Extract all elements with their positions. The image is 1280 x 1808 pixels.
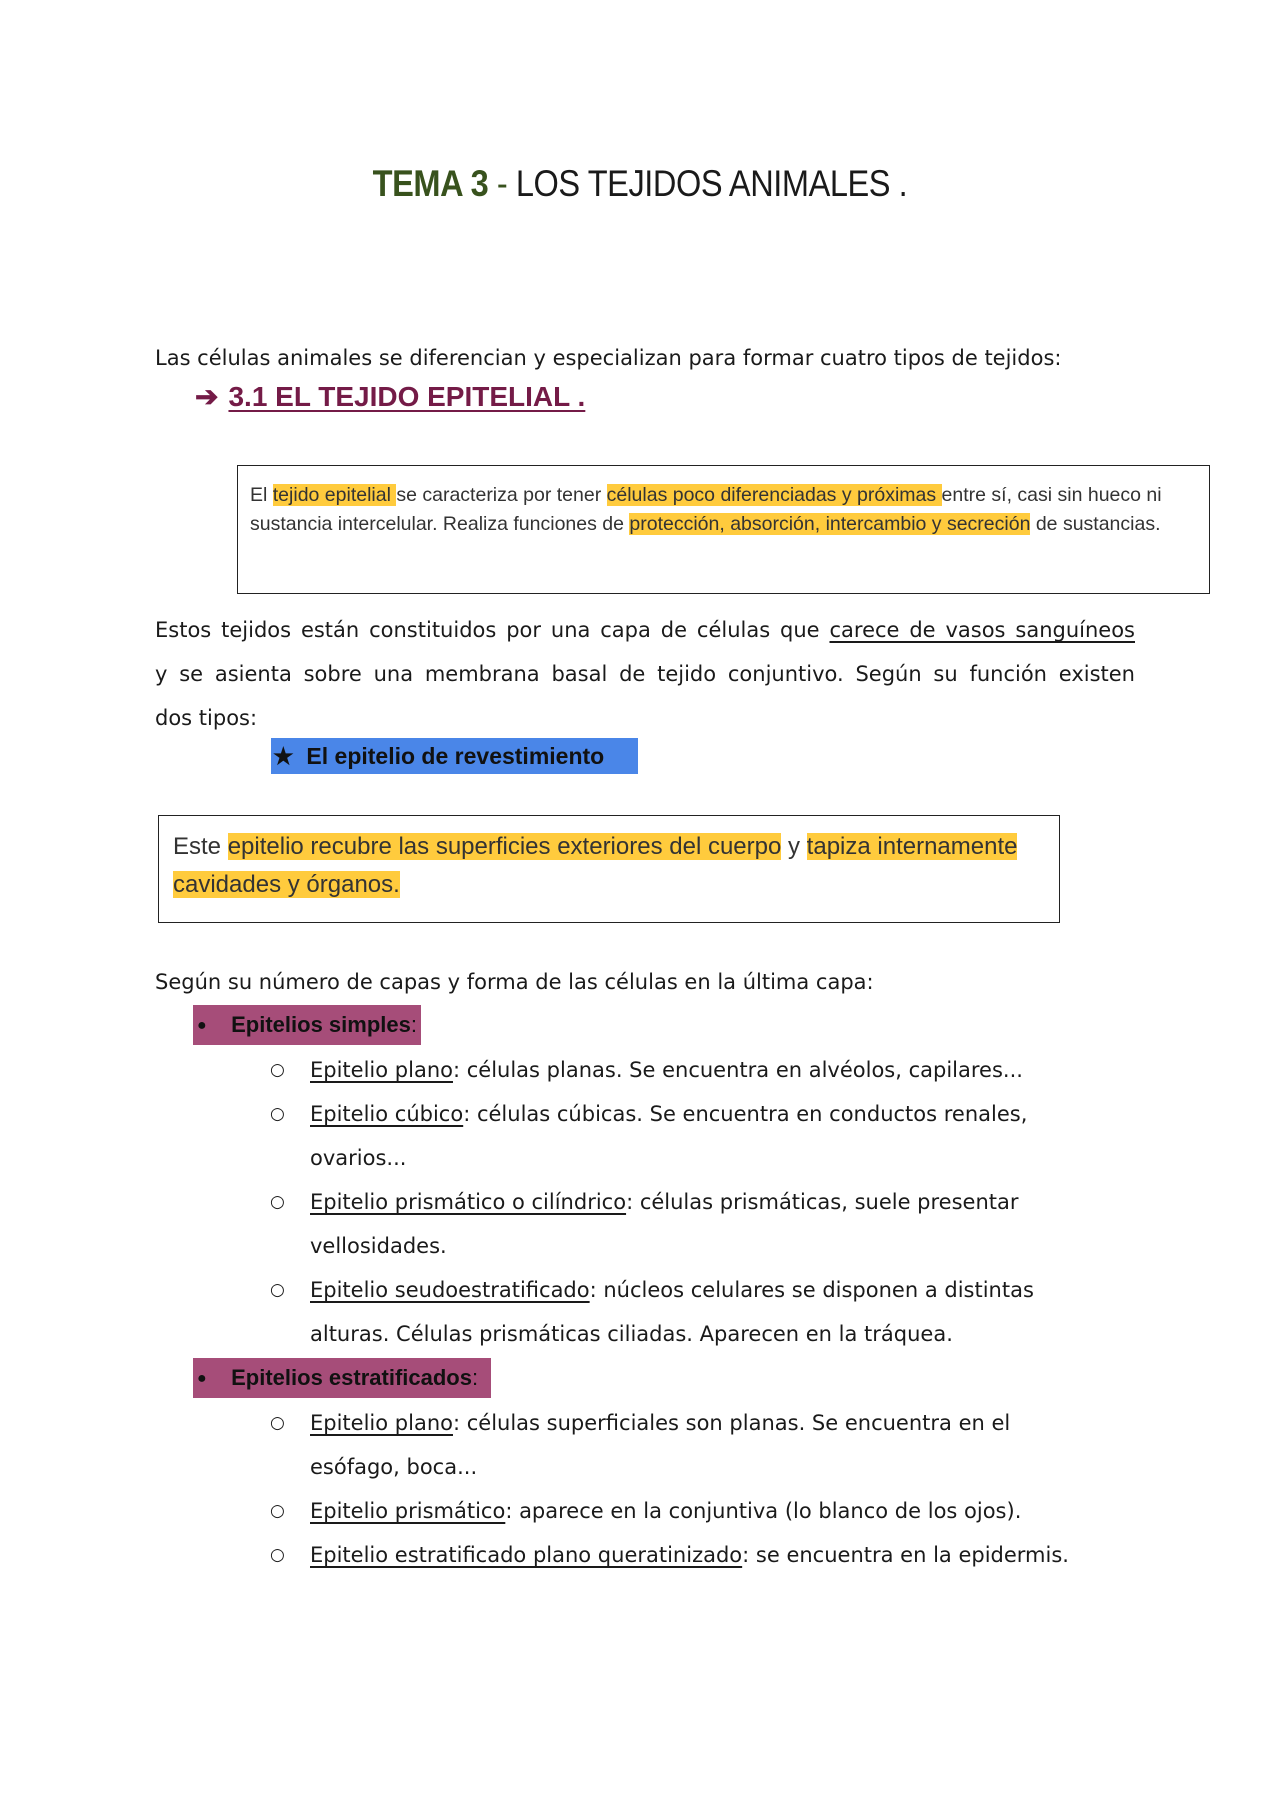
item-term: Epitelio plano — [310, 1058, 453, 1082]
item-desc: : células planas. Se encuentra en alvéolos, capilares... — [452, 1058, 1023, 1082]
page-title — [77, 163, 1203, 205]
item-desc: : aparece en la conjuntiva (lo blanco de los ojos). — [505, 1499, 1022, 1523]
item-term: Epitelio prismático — [310, 1499, 506, 1523]
item-desc: alturas. Células prismáticas ciliadas. Aparecen en la tráquea. — [310, 1322, 953, 1346]
category-colon: : — [410, 1012, 417, 1037]
category-colon: : — [471, 1365, 479, 1390]
para2-text: dos tipos: — [155, 706, 258, 730]
arrow-icon: ➔ — [195, 381, 219, 412]
list-item — [270, 1180, 1150, 1268]
paragraph-3: Según su número de capas y forma de las células en la última capa: — [155, 970, 874, 994]
bullet-icon: ● — [197, 1017, 207, 1034]
paragraph-2 — [155, 608, 1135, 740]
circle-bullet-icon: ○ — [270, 1545, 285, 1565]
category-stratified — [193, 1358, 491, 1398]
list-item — [270, 1268, 1150, 1356]
circle-bullet-icon: ○ — [270, 1280, 285, 1300]
item-desc: : células superficiales son planas. Se encuentra en el — [452, 1411, 1011, 1435]
box1-highlight: tejido epitelial — [272, 484, 397, 506]
para2-text: Estos tejidos están constituidos por una capa de células que — [155, 618, 830, 642]
subheading-revestimiento — [271, 738, 638, 774]
box1-text: El — [250, 484, 273, 506]
category-simple — [193, 1005, 421, 1045]
circle-bullet-icon: ○ — [270, 1104, 285, 1124]
box2-highlight: tapiza internamente cavidades y órganos. — [173, 833, 1018, 898]
revestimiento-box — [158, 815, 1060, 923]
category-label: Epitelios simples — [231, 1012, 411, 1037]
title-dash: - — [488, 163, 516, 204]
item-desc: : células cúbicas. Se encuentra en conductos renales, — [463, 1102, 1028, 1126]
list-item — [270, 1401, 1150, 1489]
box1-highlight: protección, absorción, intercambio y secreción — [629, 513, 1031, 535]
list-item — [270, 1092, 1150, 1180]
circle-bullet-icon: ○ — [270, 1413, 285, 1433]
item-desc: : se encuentra en la epidermis. — [742, 1543, 1069, 1567]
intro-paragraph: Las células animales se diferencian y especializan para formar cuatro tipos de tejidos: — [155, 346, 1062, 370]
item-term: Epitelio estratificado plano queratinizado — [310, 1543, 743, 1567]
item-desc: ovarios... — [310, 1146, 407, 1170]
box1-text: entre sí, casi sin hueco ni sustancia intercelular. Realiza funciones de — [250, 484, 1162, 535]
item-desc: : núcleos celulares se disponen a distintas — [589, 1278, 1034, 1302]
box1-text: se caracteriza por tener — [396, 484, 607, 506]
box2-text: Este — [173, 833, 228, 860]
box2-highlight: epitelio recubre las superficies exteriores del cuerpo — [227, 833, 782, 860]
item-term: Epitelio seudoestratificado — [310, 1278, 590, 1302]
circle-bullet-icon: ○ — [270, 1501, 285, 1521]
title-rest: LOS TEJIDOS ANIMALES . — [515, 163, 908, 204]
title-tema: TEMA 3 — [372, 163, 489, 204]
para2-underline: carece de vasos sanguíneos — [829, 618, 1135, 642]
box2-text: y — [781, 833, 807, 860]
para2-text: y se asienta sobre una membrana basal de tejido conjuntivo. Según su función existen — [155, 662, 1135, 686]
circle-bullet-icon: ○ — [270, 1060, 285, 1080]
category-label: Epitelios estratificados — [231, 1365, 472, 1390]
circle-bullet-icon: ○ — [270, 1192, 285, 1212]
item-desc: : células prismáticas, suele presentar — [626, 1190, 1019, 1214]
item-term: Epitelio prismático o cilíndrico — [310, 1190, 627, 1214]
section-heading — [195, 380, 585, 413]
box1-text: de sustancias. — [1030, 513, 1161, 535]
item-term: Epitelio plano — [310, 1411, 453, 1435]
subheading-label: El epitelio de revestimiento — [306, 743, 605, 769]
bullet-icon: ● — [197, 1370, 207, 1387]
item-term: Epitelio cúbico — [310, 1102, 464, 1126]
item-desc: vellosidades. — [310, 1234, 447, 1258]
definition-box — [237, 465, 1210, 594]
star-icon: ★ — [273, 743, 294, 769]
section-heading-label: 3.1 EL TEJIDO EPITELIAL . — [228, 381, 586, 412]
box1-highlight: células poco diferenciadas y próximas — [606, 484, 942, 506]
item-desc: esófago, boca... — [310, 1455, 478, 1479]
